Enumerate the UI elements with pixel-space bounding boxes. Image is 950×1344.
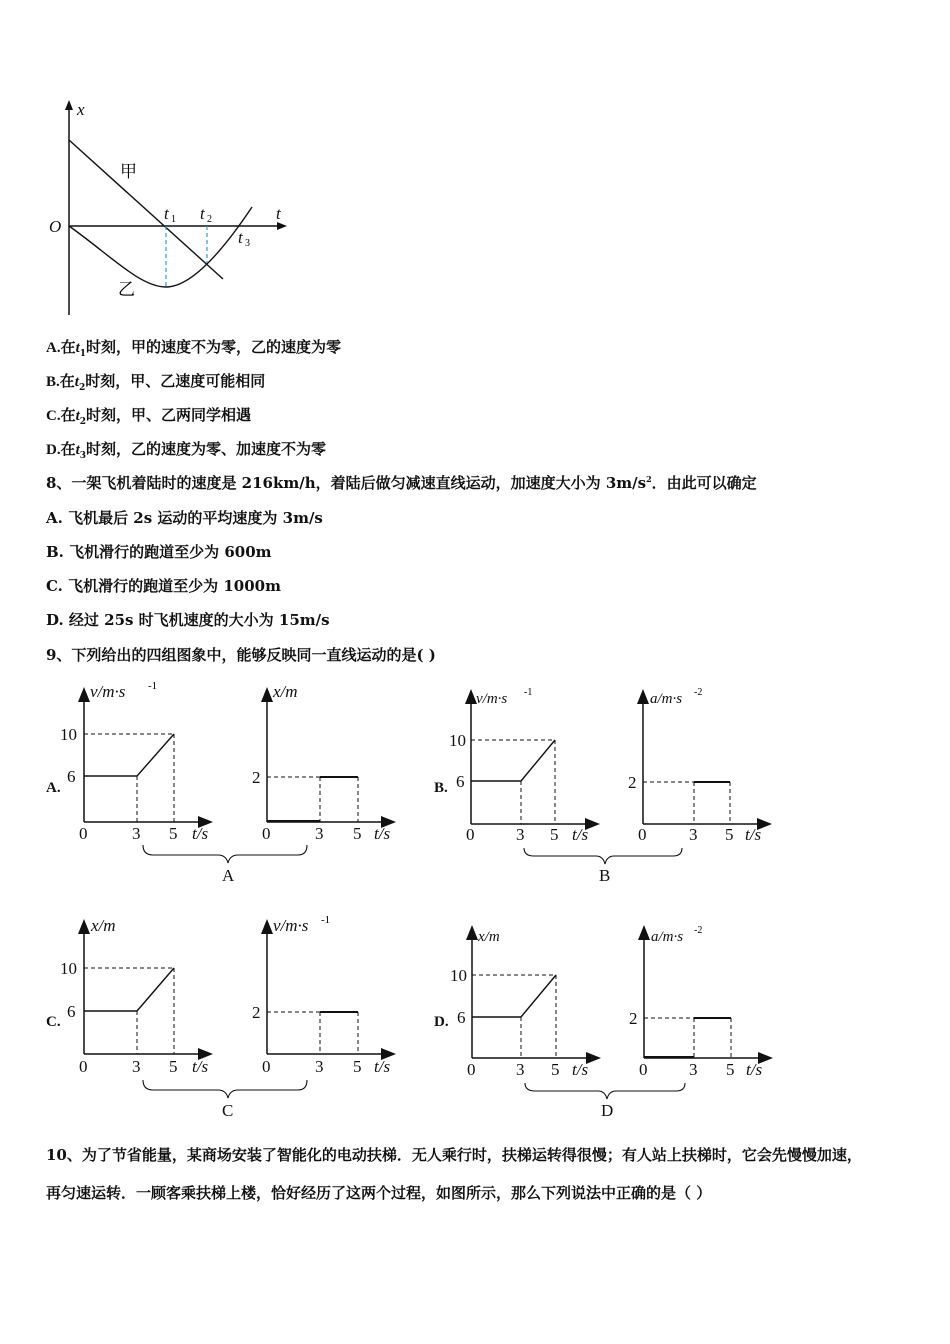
panel-a — [46, 680, 393, 885]
panel-a-left-sup: -1 — [148, 680, 158, 692]
origin-label: O — [49, 217, 62, 236]
panel-d-tick-10: 10 — [450, 966, 467, 985]
panel-c-letter: C. — [46, 1014, 61, 1030]
panel-a-tick-3: 3 — [132, 824, 141, 843]
panel-d-right-sup: -2 — [694, 925, 703, 936]
panel-c-right-tick-5: 5 — [353, 1057, 362, 1076]
panel-c-right-tunit: t/s — [374, 1057, 391, 1076]
panel-b-right-tunit: t/s — [745, 825, 762, 844]
panel-b-right-tick-5: 5 — [725, 825, 734, 844]
panel-c-tick-6: 6 — [67, 1002, 76, 1021]
panel-b-tick-5: 5 — [550, 825, 559, 844]
panel-d-tick-6: 6 — [457, 1008, 466, 1027]
panel-a-right-tick-5: 5 — [353, 824, 362, 843]
q10-stem-line2: 再匀速运转．一顾客乘扶梯上楼，恰好经历了这两个过程，如图所示，那么下列说法中正确的是（ ） — [46, 1184, 712, 1202]
panel-d-right-tick-5: 5 — [726, 1060, 735, 1079]
q9-graphs — [0, 672, 950, 1132]
panel-b-right-tick-2: 2 — [628, 773, 637, 792]
panel-a-right-tunit: t/s — [374, 824, 391, 843]
panel-a-tick-0: 0 — [79, 824, 88, 843]
t1-label: t — [164, 204, 169, 223]
panel-a-tick-6: 6 — [67, 767, 76, 786]
panel-c-tick-0: 0 — [79, 1057, 88, 1076]
panel-c-right-tick-0: 0 — [262, 1057, 271, 1076]
panel-d-tick-3: 3 — [516, 1060, 525, 1079]
panel-a-right-tick-3: 3 — [315, 824, 324, 843]
panel-b-brace-label: B — [599, 866, 611, 885]
panel-b-right-tick-3: 3 — [689, 825, 698, 844]
panel-b — [434, 687, 769, 885]
panel-c-right-tick-2: 2 — [252, 1003, 261, 1022]
panel-d-right-tunit: t/s — [746, 1060, 763, 1079]
q8-option-a: A. 飞机最后 2s 运动的平均速度为 3m/s — [46, 509, 323, 527]
t-axis-label: t — [276, 204, 281, 223]
panel-b-right-axis: a/m·s — [650, 691, 683, 707]
panel-c-brace-label: C — [222, 1101, 234, 1120]
panel-c-tick-3: 3 — [132, 1057, 141, 1076]
q8-stem: 8、一架飞机着陆时的速度是 216km/h，着陆后做匀减速直线运动，加速度大小为 $3m/s^2$．由此可以确定 — [46, 474, 757, 492]
panel-c-tick-5: 5 — [169, 1057, 178, 1076]
panel-b-tick-6: 6 — [456, 772, 465, 791]
q9-stem: 9、下列给出的四组图象中，能够反映同一直线运动的是( ) — [46, 646, 436, 664]
panel-b-right-tick-0: 0 — [638, 825, 647, 844]
panel-a-left-tunit: t/s — [192, 824, 209, 843]
q7-option-c: C.在$t_2$时刻，甲、乙两同学相遇 — [46, 406, 252, 427]
panel-a-letter: A. — [46, 780, 61, 796]
panel-b-tick-10: 10 — [449, 731, 466, 750]
panel-d-right-tick-0: 0 — [639, 1060, 648, 1079]
panel-c-right-tick-3: 3 — [315, 1057, 324, 1076]
q8-option-b: B. 飞机滑行的跑道至少为 600m — [46, 543, 272, 561]
q7-option-d: D.在$t_3$时刻，乙的速度为零、加速度不为零 — [46, 440, 327, 461]
q7-option-a: A.在$t_1$时刻，甲的速度不为零，乙的速度为零 — [46, 338, 342, 359]
t1-sub: 1 — [171, 214, 176, 225]
panel-b-letter: B. — [434, 780, 448, 796]
t2-label: t — [200, 204, 205, 223]
panel-c — [46, 914, 393, 1120]
panel-d-letter: D. — [434, 1014, 449, 1030]
t3-label: t — [238, 228, 243, 247]
panel-d-left-axis: x/m — [478, 929, 500, 945]
q8-option-d: D. 经过 25s 时飞机速度的大小为 15m/s — [46, 611, 330, 629]
panel-a-left-axis: v/m·s — [90, 682, 126, 701]
panel-d-left-tunit: t/s — [572, 1060, 589, 1079]
panel-c-tick-10: 10 — [60, 959, 77, 978]
panel-c-left-axis: x/m — [91, 916, 116, 935]
t3-sub: 3 — [245, 238, 250, 249]
panel-b-right-sup: -2 — [694, 687, 703, 698]
panel-d — [434, 925, 770, 1120]
q8-option-c: C. 飞机滑行的跑道至少为 1000m — [46, 577, 281, 595]
panel-b-left-tunit: t/s — [572, 825, 589, 844]
q7-option-b: B.在$t_2$时刻，甲、乙速度可能相同 — [46, 372, 266, 393]
panel-d-right-tick-2: 2 — [629, 1009, 638, 1028]
panel-c-left-tunit: t/s — [192, 1057, 209, 1076]
panel-d-tick-0: 0 — [467, 1060, 476, 1079]
jia-label: 甲 — [120, 162, 137, 182]
yi-label: 乙 — [118, 280, 135, 300]
panel-c-right-axis: v/m·s — [273, 916, 309, 935]
q7-xt-graph — [40, 95, 300, 320]
panel-a-tick-5: 5 — [169, 824, 178, 843]
panel-a-brace-label: A — [222, 866, 235, 885]
panel-b-left-sup: -1 — [524, 687, 533, 698]
x-axis-label: x — [77, 100, 85, 119]
panel-c-right-sup: -1 — [321, 914, 331, 926]
panel-a-right-tick-2: 2 — [252, 768, 261, 787]
panel-d-right-axis: a/m·s — [651, 929, 684, 945]
panel-b-left-axis: v/m·s — [476, 691, 508, 707]
panel-a-tick-10: 10 — [60, 725, 77, 744]
q10-stem-line1: 10、为了节省能量，某商场安装了智能化的电动扶梯．无人乘行时，扶梯运转得很慢；有人站上扶梯时，它会先慢慢加速， — [46, 1146, 862, 1164]
panel-d-brace-label: D — [601, 1101, 614, 1120]
panel-b-tick-3: 3 — [516, 825, 525, 844]
t2-sub: 2 — [207, 214, 212, 225]
panel-a-right-tick-0: 0 — [262, 824, 271, 843]
panel-d-right-tick-3: 3 — [689, 1060, 698, 1079]
panel-d-tick-5: 5 — [551, 1060, 560, 1079]
yi-curve — [69, 207, 252, 287]
panel-a-right-axis: x/m — [273, 682, 298, 701]
panel-b-tick-0: 0 — [466, 825, 475, 844]
